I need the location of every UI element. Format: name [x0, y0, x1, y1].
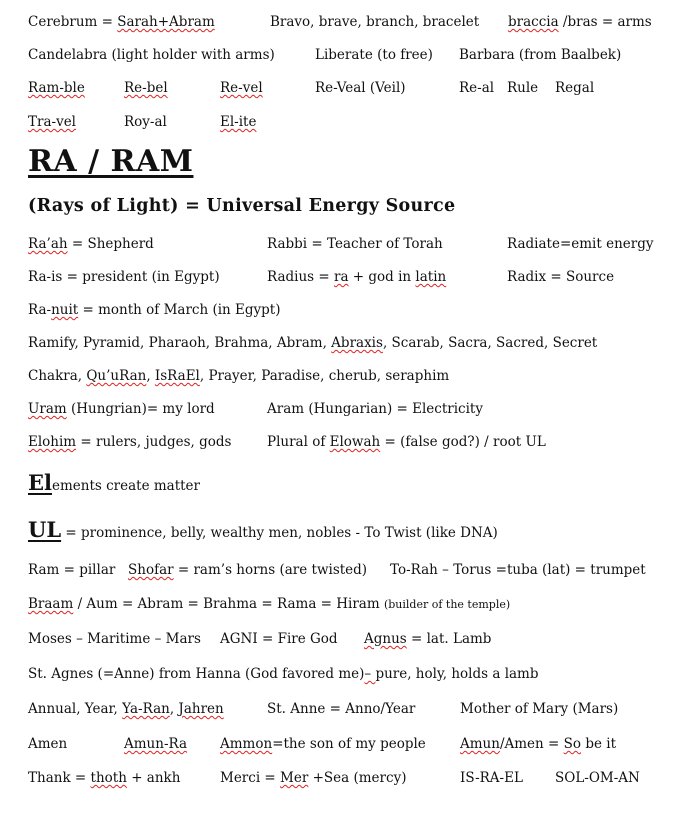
text: Chakra,	[28, 368, 87, 384]
text: , Scarab, Sacra, Sacred, Secret	[382, 335, 598, 351]
text: Qu’uRan	[86, 368, 147, 384]
line-6-col-3: Radix = Source	[507, 269, 615, 285]
line-18-col-2: St. Anne = Anno/Year	[267, 701, 416, 717]
line-13-col-1	[28, 517, 498, 542]
line-19-col-4	[460, 736, 616, 752]
text: Elohim	[28, 434, 77, 450]
text: braccia	[508, 14, 559, 30]
text: = Shepherd	[67, 236, 154, 252]
line-3-col-2: Re-bel	[124, 80, 168, 96]
text: Amun	[460, 736, 500, 752]
text: +Sea (mercy)	[308, 770, 407, 786]
line-7-col-1	[28, 302, 280, 318]
text: = lat. Lamb	[406, 631, 492, 647]
line-3-col-4: Re-Veal (Veil)	[315, 80, 406, 96]
line-14-col-1: Ram = pillar	[28, 562, 116, 578]
line-2-col-3: Barbara (from Baalbek)	[459, 47, 622, 63]
line-16-col-1: Moses – Maritime – Mars	[28, 631, 201, 647]
text: Ra-	[28, 302, 52, 318]
line-18-col-1	[28, 701, 224, 717]
line-9-col-1	[28, 368, 449, 384]
text: / Aum = Abram = Brahma = Rama = Hiram	[73, 596, 384, 612]
text: Ramify, Pyramid, Pharaoh, Brahma, Abram,	[28, 335, 332, 351]
line-20-col-4: SOL-OM-AN	[555, 770, 640, 786]
line-1-col-1	[28, 14, 215, 30]
page-subtitle: (Rays of Light) = Universal Energy Source	[28, 196, 456, 216]
text: Elowah	[329, 434, 381, 450]
line-10-col-2: Aram (Hungarian) = Electricity	[267, 401, 483, 417]
line-2-col-1: Candelabra (light holder with arms)	[28, 47, 275, 63]
text: thoth	[90, 770, 127, 786]
text: = month of March (in Egypt)	[78, 302, 281, 318]
text: (Hungrian)= my lord	[66, 401, 215, 417]
text: = rulers, judges, gods	[76, 434, 232, 450]
text: = (false god?) / root UL	[380, 434, 546, 450]
text: be it	[581, 736, 616, 752]
line-8-col-1	[28, 335, 597, 351]
text: = prominence, belly, wealthy men, nobles - To Twist (like DNA)	[61, 525, 498, 541]
line-11-col-1	[28, 434, 231, 450]
line-20-col-2	[220, 770, 406, 786]
line-19-col-3	[220, 736, 426, 752]
line-18-col-3: Mother of Mary (Mars)	[460, 701, 619, 717]
line-2-col-2: Liberate (to free)	[315, 47, 433, 63]
line-11-col-2	[267, 434, 546, 450]
line-12-col-1	[28, 470, 200, 495]
text: /bras = arms	[558, 14, 652, 30]
text: El	[28, 470, 52, 495]
text: Braam	[28, 596, 74, 612]
line-20-col-3: IS-RA-EL	[460, 770, 523, 786]
text: Sarah+Abram	[117, 14, 215, 30]
text: So	[563, 736, 582, 752]
text: St. Agnes (=Anne) from Hanna (God favored me)	[28, 666, 365, 682]
text: ra	[334, 269, 349, 285]
line-1-col-3	[508, 14, 652, 30]
text: Ammon	[220, 736, 273, 752]
text: Merci =	[220, 770, 281, 786]
text: Mer	[280, 770, 309, 786]
text: pure, holy, holds a lamb	[375, 666, 539, 682]
line-4-col-3: El-ite	[220, 114, 257, 130]
line-4-col-1: Tra-vel	[28, 114, 77, 130]
text: Annual, Year,	[28, 701, 123, 717]
text: Uram	[28, 401, 67, 417]
line-5-col-3: Radiate=emit energy	[507, 236, 654, 252]
line-15-col-1	[28, 596, 510, 612]
line-14-col-3: To-Rah – Torus =tuba (lat) = trumpet	[390, 562, 646, 578]
text: IsRaEl	[154, 368, 200, 384]
line-10-col-1	[28, 401, 215, 417]
text: Plural of	[267, 434, 330, 450]
text: /Amen =	[499, 736, 564, 752]
text: –	[364, 666, 376, 682]
line-17-col-1	[28, 666, 539, 682]
text: =the son of my people	[272, 736, 426, 752]
text: ,	[146, 368, 155, 384]
line-6-col-2	[267, 269, 446, 285]
text: Ra’ah	[28, 236, 68, 252]
text: latin	[415, 269, 447, 285]
text: nuit	[51, 302, 79, 318]
line-16-col-3	[364, 631, 491, 647]
line-3-col-6: Rule	[507, 80, 539, 96]
line-5-col-1	[28, 236, 154, 252]
text: ,	[169, 701, 179, 717]
text: (builder of the temple)	[383, 598, 511, 611]
text: + god in	[348, 269, 416, 285]
line-3-col-1: Ram-ble	[28, 80, 85, 96]
line-6-col-1: Ra-is = president (in Egypt)	[28, 269, 220, 285]
page-title: RA / RAM	[28, 144, 194, 179]
text: Agnus	[364, 631, 407, 647]
line-3-col-3: Re-vel	[220, 80, 263, 96]
line-3-col-7: Regal	[555, 80, 595, 96]
line-20-col-1	[28, 770, 180, 786]
line-5-col-2: Rabbi = Teacher of Torah	[267, 236, 443, 252]
text: Radius =	[267, 269, 334, 285]
line-14-col-2	[128, 562, 367, 578]
line-1-col-2: Bravo, brave, branch, bracelet	[270, 14, 480, 30]
text: Abraxis	[331, 335, 383, 351]
text: ements create matter	[51, 478, 201, 494]
text: + ankh	[126, 770, 181, 786]
text: Shofar	[128, 562, 174, 578]
text: Thank =	[28, 770, 91, 786]
text: Ya-Ran	[122, 701, 170, 717]
text: Cerebrum =	[28, 14, 118, 30]
text: UL	[28, 517, 62, 542]
text: = ram’s horns (are twisted)	[173, 562, 368, 578]
line-19-col-1: Amen	[28, 736, 68, 752]
text: Jahren	[178, 701, 224, 717]
line-4-col-2: Roy-al	[124, 114, 167, 130]
text: , Prayer, Paradise, cherub, seraphim	[199, 368, 450, 384]
line-3-col-5: Re-al	[459, 80, 495, 96]
line-19-col-2: Amun-Ra	[124, 736, 188, 752]
line-16-col-2: AGNI = Fire God	[220, 631, 338, 647]
